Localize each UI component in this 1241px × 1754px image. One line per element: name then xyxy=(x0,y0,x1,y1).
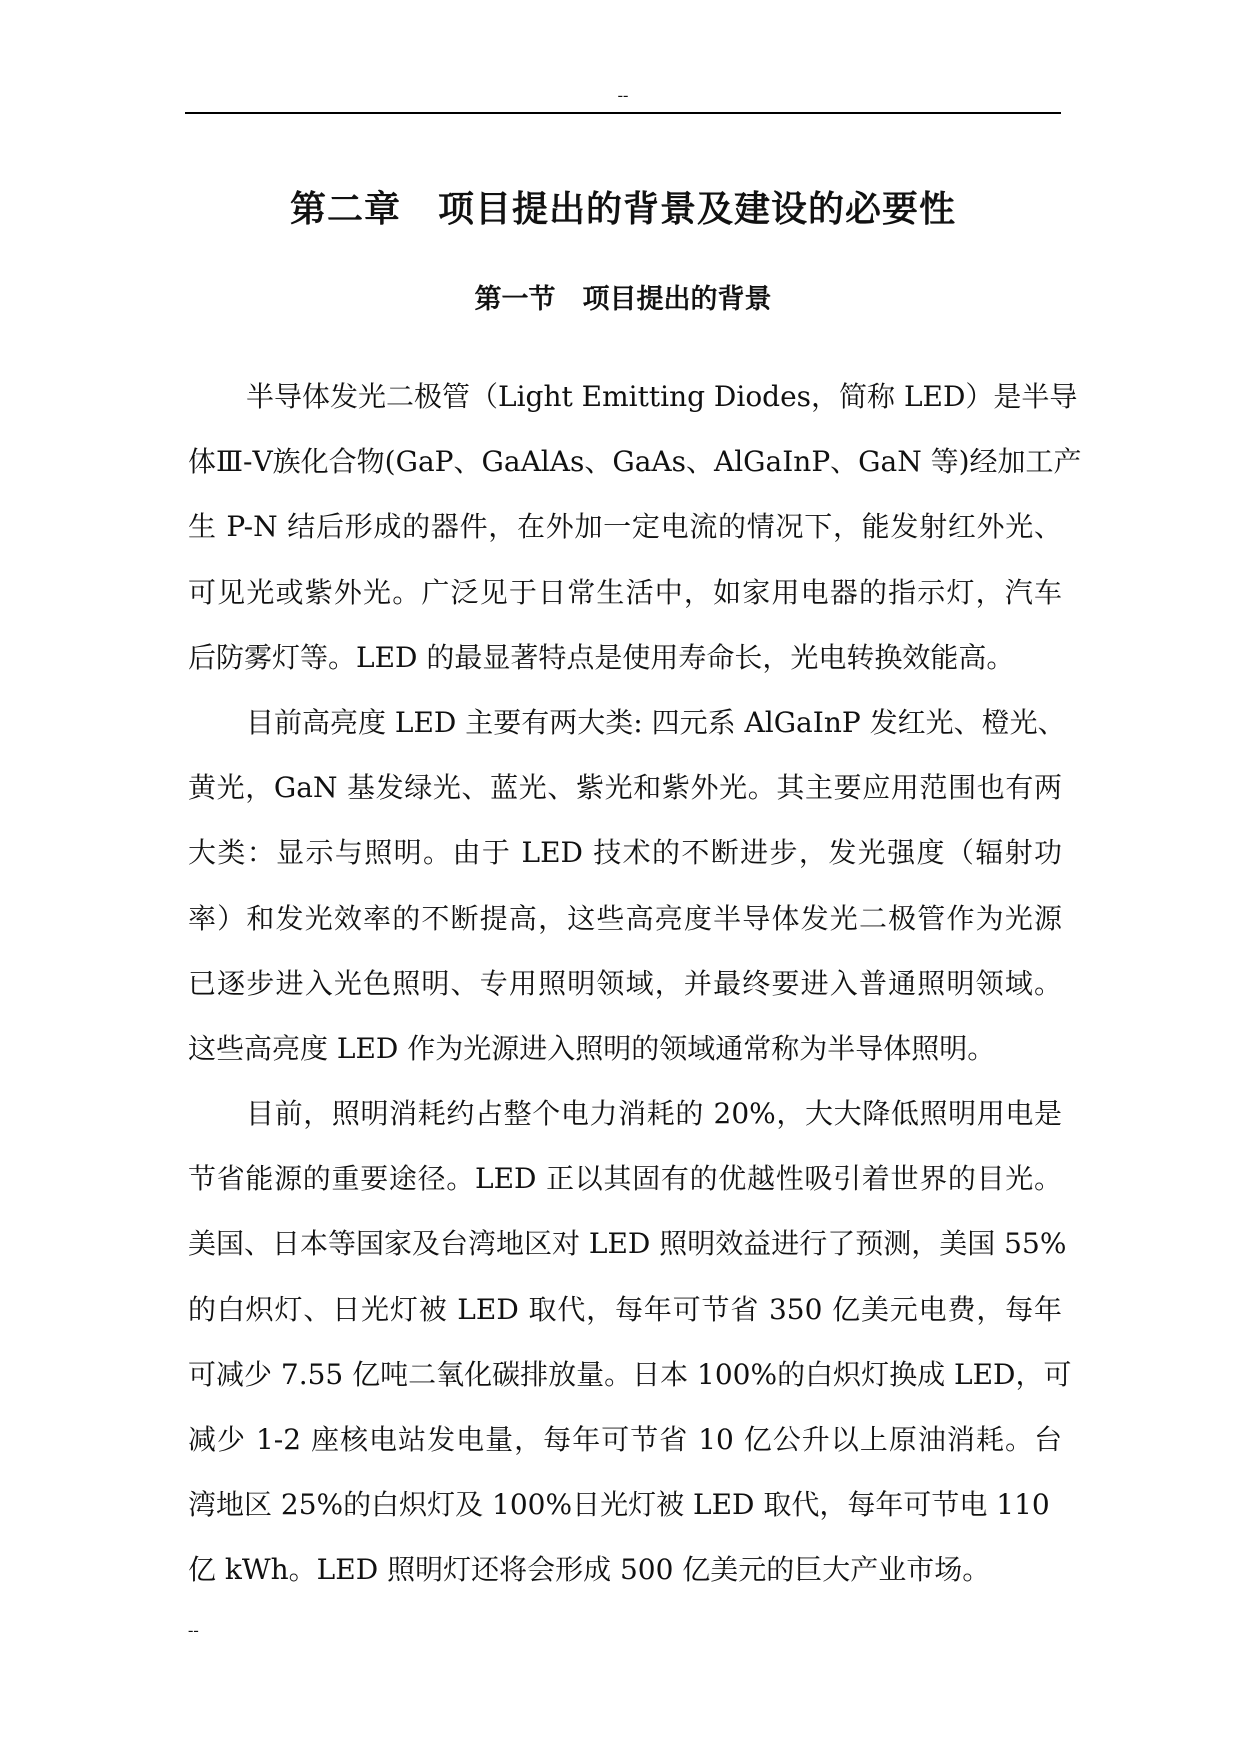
page-footer-mark: -- xyxy=(188,1622,199,1639)
paragraph-line: 可减少 7.55 亿吨二氧化碳排放量。日本 100%的白炽灯换成 LED，可 xyxy=(188,1357,1072,1391)
paragraph-line: 体Ⅲ-Ⅴ族化合物(GaP、GaAlAs、GaAs、AlGaInP、GaN 等)经加工产 xyxy=(188,445,1082,479)
chapter-title: 第二章 项目提出的背景及建设的必要性 xyxy=(289,189,956,230)
paragraph-line: 亿 kWh。LED 照明灯还将会形成 500 亿美元的巨大产业市场。 xyxy=(188,1553,991,1587)
page-header xyxy=(185,88,1061,114)
paragraph-line: 后防雾灯等。LED 的最显著特点是使用寿命长，光电转换效能高。 xyxy=(188,640,1015,674)
paragraph-line: 大类：显示与照明。由于 LED 技术的不断进步，发光强度（辐射功 xyxy=(188,836,1062,870)
paragraph-line: 的白炽灯、日光灯被 LED 取代，每年可节省 350 亿美元电费，每年 xyxy=(188,1292,1062,1326)
paragraph-line: 节省能源的重要途径。LED 正以其固有的优越性吸引着世界的目光。 xyxy=(188,1162,1062,1196)
header-mark: -- xyxy=(617,87,629,104)
paragraph-line: 可见光或紫外光。广泛见于日常生活中，如家用电器的指示灯，汽车 xyxy=(188,575,1062,609)
paragraph-line: 黄光，GaN 基发绿光、蓝光、紫光和紫外光。其主要应用范围也有两 xyxy=(188,771,1062,805)
paragraph-line: 目前，照明消耗约占整个电力消耗的 20%，大大降低照明用电是 xyxy=(246,1097,1062,1131)
paragraph-line: 率）和发光效率的不断提高，这些高亮度半导体发光二极管作为光源 xyxy=(188,901,1062,935)
paragraph-line: 生 P-N 结后形成的器件，在外加一定电流的情况下，能发射红外光、 xyxy=(188,510,1062,544)
paragraph-line: 美国、日本等国家及台湾地区对 LED 照明效益进行了预测，美国 55% xyxy=(188,1227,1067,1261)
paragraph-line: 湾地区 25%的白炽灯及 100%日光灯被 LED 取代，每年可节电 110 xyxy=(188,1488,1050,1522)
paragraph-line: 目前高亮度 LED 主要有两大类: 四元系 AlGaInP 发红光、橙光、 xyxy=(246,705,1066,739)
body-text xyxy=(188,364,1082,1603)
paragraph-line: 已逐步进入光色照明、专用照明领域，并最终要进入普通照明领域。 xyxy=(188,966,1062,1000)
paragraph-line: 减少 1-2 座核电站发电量，每年可节省 10 亿公升以上原油消耗。台 xyxy=(188,1423,1062,1456)
paragraph-line: 半导体发光二极管（Light Emitting Diodes，简称 LED）是半导 xyxy=(246,380,1078,413)
section-title: 第一节 项目提出的背景 xyxy=(474,284,772,315)
paragraph-line: 这些高亮度 LED 作为光源进入照明的领域通常称为半导体照明。 xyxy=(188,1031,996,1065)
